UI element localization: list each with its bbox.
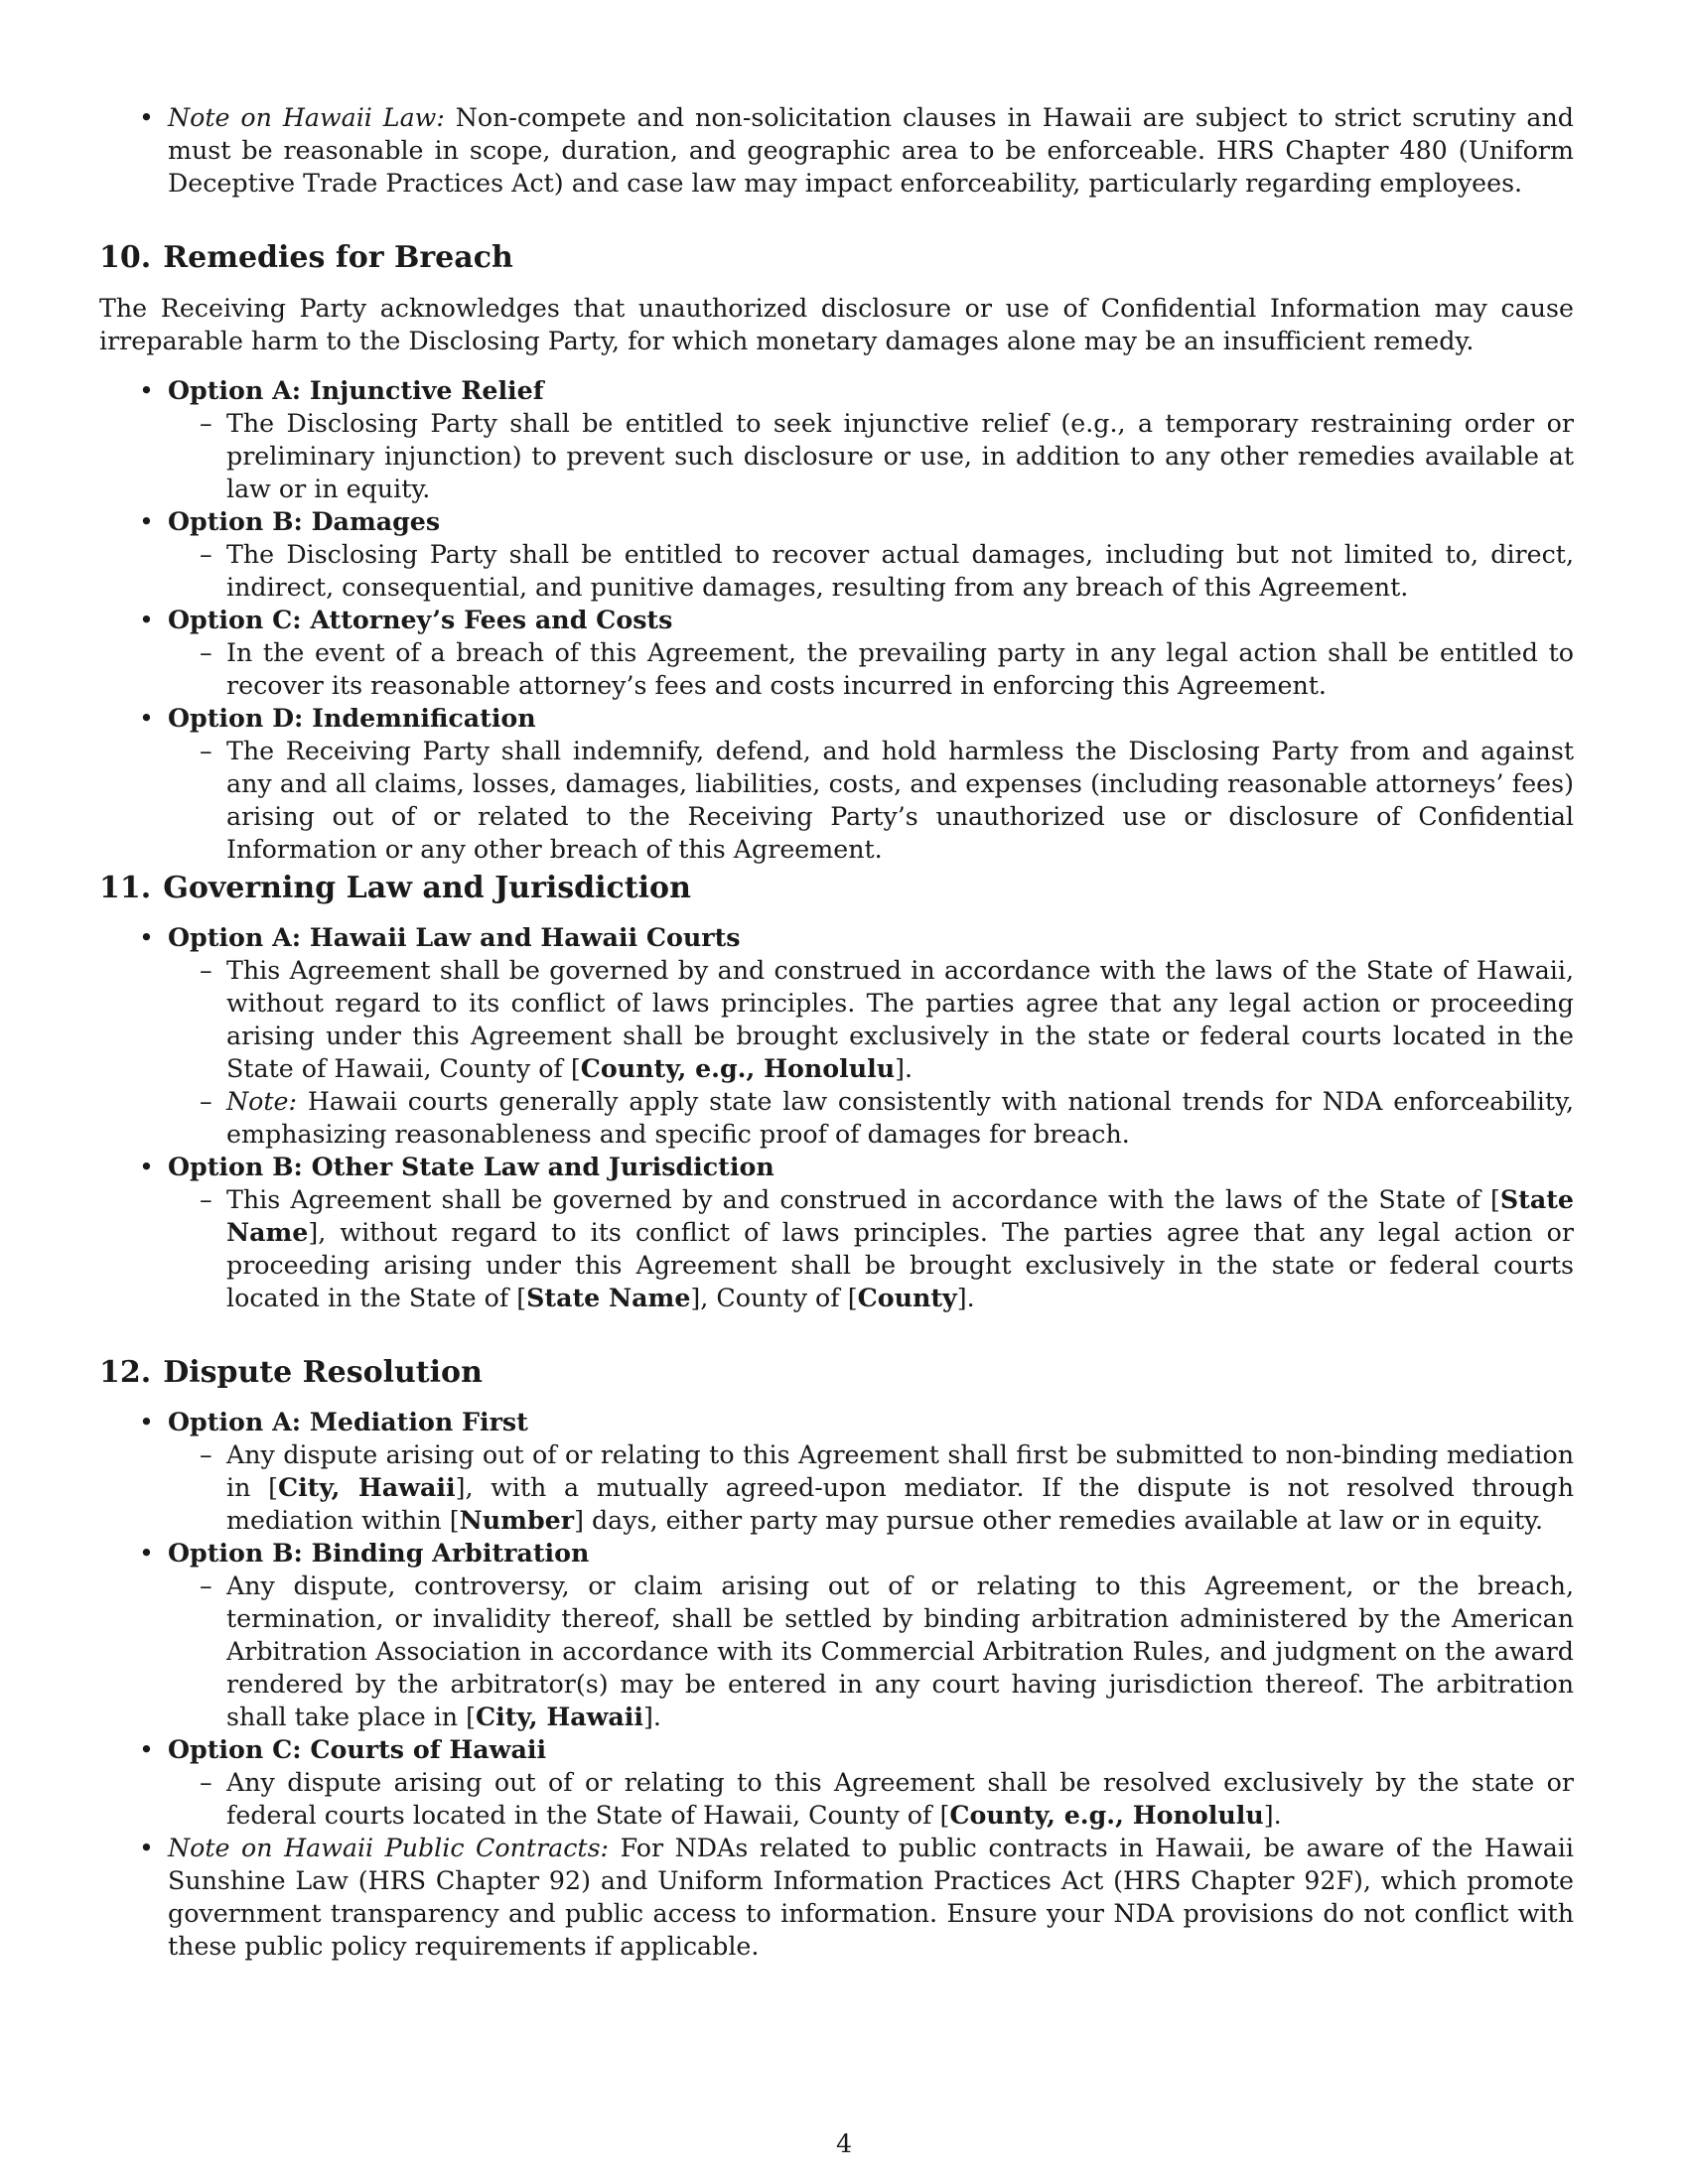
dash: – — [200, 409, 212, 438]
option-text: Any dispute arising out of or relating to this Agreement shall be resolved exclusively by the state or federal courts located in the State of Hawaii, County of — [226, 1768, 1574, 1830]
bracket-close: ] — [1263, 1801, 1274, 1830]
placeholder-county: County — [857, 1283, 957, 1312]
dash: – — [200, 1768, 212, 1797]
option-detail — [99, 636, 1574, 702]
dash: – — [200, 737, 212, 765]
section-title: Remedies for Breach — [163, 240, 513, 275]
section-11-options — [99, 921, 1574, 1314]
option-text: Any dispute, controversy, or claim arising out of or relating to this Agreement, or the breach, termination, or invalidity thereof, shall be settled by binding arbitration administered by the American Arbitration Association in accordance with its Commercial Arbitration Rules, and judgment on the award rendered by the arbitrator(s) may be entered in any court having jurisdiction thereof. The arbitration shall take place in — [226, 1571, 1574, 1731]
option-title: Option C: Courts of Hawaii — [168, 1734, 547, 1764]
option-item — [99, 702, 1574, 735]
bracket-open: [ — [449, 1506, 460, 1535]
bracket-close: ] — [574, 1506, 584, 1535]
option-item — [99, 1406, 1574, 1438]
option-item — [99, 1537, 1574, 1570]
option-detail — [99, 407, 1574, 505]
placeholder-state: State Name — [526, 1283, 691, 1312]
bullet: • — [139, 507, 154, 536]
placeholder-city: City, Hawaii — [277, 1472, 456, 1502]
option-title: Option A: Mediation First — [168, 1407, 528, 1436]
period: . — [966, 1284, 975, 1312]
section-10-intro: The Receiving Party acknowledges that unauthorized disclosure or use of Confidential Information may cause irreparable harm to the Disclosing Party, for which monetary damages alone may be an insufficient remedy. — [99, 294, 1574, 355]
bullet: • — [139, 704, 154, 733]
period: . — [905, 1054, 914, 1083]
section-number: 12. — [99, 1355, 152, 1390]
section-title: Governing Law and Jurisdiction — [163, 871, 691, 905]
note-label: Note on Hawaii Public Contracts: — [168, 1834, 610, 1862]
option-detail — [99, 1766, 1574, 1832]
option-text: , without regard to its conflict of laws principles. The parties agree that any legal action or proceeding arising under this Agreement shall be brought exclusively in the state or federal courts located in the State of — [226, 1218, 1574, 1312]
option-title: Option B: Damages — [168, 506, 441, 536]
note-label: Note on Hawaii Law: — [168, 103, 445, 132]
dash: – — [200, 1185, 212, 1214]
period: . — [652, 1703, 661, 1731]
option-text: , with a mutually agreed-upon mediator. If the dispute is not resolved through mediation within — [226, 1473, 1574, 1535]
option-title: Option B: Other State Law and Jurisdiction — [168, 1152, 774, 1181]
note-text: Non-compete and non-solicitation clauses in Hawaii are subject to strict scrutiny and must be reasonable in scope, duration, and geographic area to be enforceable. HRS Chapter 480 (Uniform Deceptive Trade Practices Act) and case law may impact enforceability, particularly regarding employees. — [168, 103, 1574, 198]
option-detail — [99, 954, 1574, 1085]
bracket-close: ] — [308, 1218, 319, 1247]
bracket-close: ] — [690, 1284, 701, 1312]
period: . — [1273, 1801, 1282, 1830]
bullet: • — [139, 103, 154, 132]
bracket-open: [ — [466, 1703, 477, 1731]
option-item — [99, 921, 1574, 954]
bracket-open: [ — [268, 1473, 278, 1502]
bullet: • — [139, 923, 154, 952]
bullet: • — [139, 376, 154, 405]
placeholder-city: City, Hawaii — [476, 1702, 644, 1731]
bracket-close: ] — [895, 1054, 906, 1083]
dash: – — [200, 956, 212, 985]
option-title: Option A: Injunctive Relief — [168, 375, 544, 405]
section-10-heading — [99, 238, 513, 278]
option-text: Any dispute arising out of or relating to this Agreement shall first be submitted to non-binding mediation in — [226, 1440, 1574, 1502]
option-item — [99, 1151, 1574, 1183]
bullet: • — [139, 1539, 154, 1568]
bracket-open: [ — [516, 1284, 527, 1312]
option-text: The Receiving Party shall indemnify, defend, and hold harmless the Disclosing Party from and against any and all claims, losses, damages, liabilities, costs, and expenses (including reasonable attorneys’ fees) arising out of or related to the Receiving Party’s unauthorized use or disclosure of Confidential Information or any other breach of this Agreement. — [226, 737, 1574, 864]
dash: – — [200, 540, 212, 569]
bullet: • — [139, 1834, 154, 1862]
section-number: 11. — [99, 871, 152, 905]
option-detail — [99, 538, 1574, 604]
dash: – — [200, 638, 212, 667]
option-detail — [99, 735, 1574, 866]
placeholder-county: County, e.g., Honolulu — [580, 1053, 896, 1083]
bracket-close: ] — [643, 1703, 653, 1731]
section-number: 10. — [99, 240, 152, 275]
option-note — [99, 1085, 1574, 1151]
option-detail — [99, 1183, 1574, 1314]
option-title: Option A: Hawaii Law and Hawaii Courts — [168, 922, 741, 952]
option-text: days, either party may pursue other remedies available at law or in equity. — [583, 1506, 1544, 1535]
option-title: Option D: Indemnification — [168, 703, 536, 733]
option-title: Option B: Binding Arbitration — [168, 1538, 590, 1568]
dash: – — [200, 1440, 212, 1469]
bullet: • — [139, 606, 154, 634]
bracket-open: [ — [1490, 1185, 1500, 1214]
bracket-open: [ — [570, 1054, 581, 1083]
placeholder-state: State Name — [226, 1184, 1574, 1247]
note-text: Hawaii courts generally apply state law consistently with national trends for NDA enforceability, emphasizing reasonableness and specific proof of damages for breach. — [226, 1087, 1574, 1149]
placeholder-number: Number — [459, 1505, 575, 1535]
section-10-options — [99, 374, 1574, 866]
bullet: • — [139, 1153, 154, 1181]
option-item — [99, 604, 1574, 636]
dash: – — [200, 1087, 212, 1116]
note-text: For NDAs related to public contracts in Hawaii, be aware of the Hawaii Sunshine Law (HRS Chapter 92) and Uniform Information Practices Act (HRS Chapter 92F), which promote government transparency and public access to information. Ensure your NDA provisions do not conflict with these public policy requirements if applicable. — [168, 1834, 1574, 1961]
dash: – — [200, 1571, 212, 1600]
option-text: The Disclosing Party shall be entitled to recover actual damages, including but not limited to, direct, indirect, consequential, and punitive damages, resulting from any breach of this Agreement. — [226, 540, 1574, 602]
option-text: In the event of a breach of this Agreement, the prevailing party in any legal action shall be entitled to recover its reasonable attorney’s fees and costs incurred in enforcing this Agreement. — [226, 638, 1574, 700]
note-public-contracts — [99, 1832, 1574, 1963]
note-label: Note: — [226, 1087, 298, 1116]
bullet: • — [139, 1408, 154, 1436]
option-text: This Agreement shall be governed by and construed in accordance with the laws of the State of Hawaii, without regard to its conflict of laws principles. The parties agree that any legal action or proceeding arising under this Agreement shall be brought exclusively in the state or federal courts located in the State of Hawaii, County of — [226, 956, 1574, 1083]
option-text: , County of — [700, 1284, 848, 1312]
section-12-options — [99, 1406, 1574, 1963]
option-detail — [99, 1438, 1574, 1537]
option-title: Option C: Attorney’s Fees and Costs — [168, 605, 673, 634]
placeholder-county: County, e.g., Honolulu — [949, 1800, 1264, 1830]
page-number: 4 — [835, 2129, 853, 2158]
section-11-heading — [99, 869, 691, 908]
option-item — [99, 1733, 1574, 1766]
bracket-close: ] — [956, 1284, 967, 1312]
section-12-heading — [99, 1353, 483, 1393]
bracket-open: [ — [847, 1284, 858, 1312]
bullet: • — [139, 1735, 154, 1764]
option-item — [99, 505, 1574, 538]
option-item — [99, 374, 1574, 407]
bracket-open: [ — [939, 1801, 950, 1830]
bracket-close: ] — [455, 1473, 466, 1502]
option-text: The Disclosing Party shall be entitled to seek injunctive relief (e.g., a temporary restraining order or preliminary injunction) to prevent such disclosure or use, in addition to any other remedies available at law or in equity. — [226, 409, 1574, 503]
option-text: This Agreement shall be governed by and construed in accordance with the laws of the State of — [226, 1185, 1490, 1214]
option-detail — [99, 1570, 1574, 1733]
section-title: Dispute Resolution — [163, 1355, 483, 1390]
note-hawaii-law — [99, 101, 1574, 200]
